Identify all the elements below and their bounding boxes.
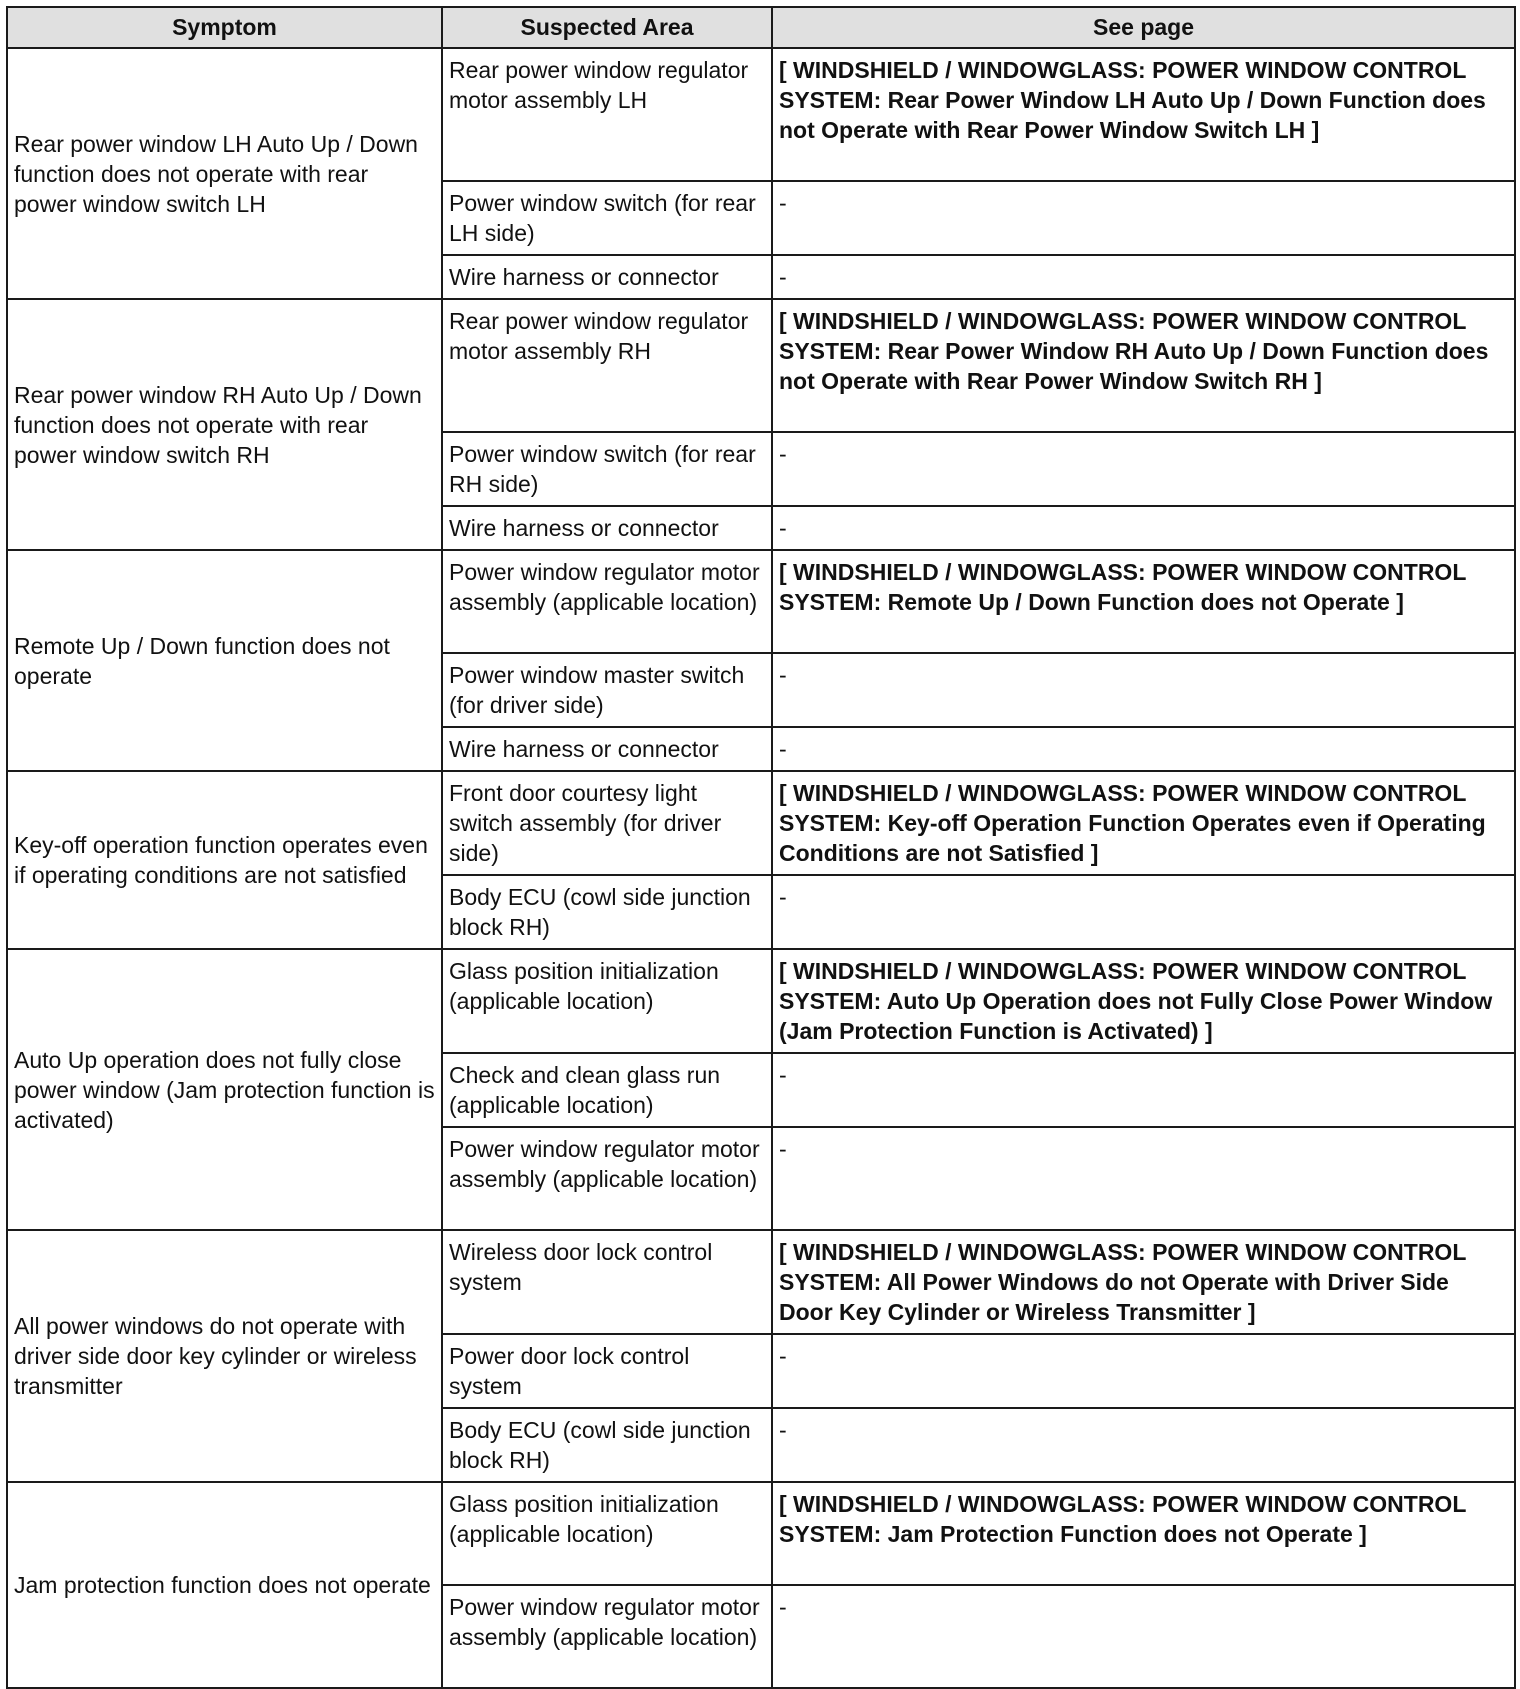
see-page-cell: - [772, 1053, 1515, 1127]
see-page-cell: - [772, 1334, 1515, 1408]
symptom-cell: Jam protection function does not operate [7, 1482, 442, 1688]
header-see-page: See page [772, 7, 1515, 48]
header-row [7, 7, 1515, 48]
suspected-area-cell: Glass position initialization (applicable location) [442, 1482, 772, 1585]
header-symptom: Symptom [7, 7, 442, 48]
see-page-cell: - [772, 1585, 1515, 1688]
symptom-table [6, 6, 1516, 1689]
see-page-cell: [ WINDSHIELD / WINDOWGLASS: POWER WINDOW CONTROL SYSTEM: Jam Protection Function does not Operate ] [772, 1482, 1515, 1585]
suspected-area-cell: Rear power window regulator motor assembly LH [442, 48, 772, 181]
suspected-area-cell: Power window regulator motor assembly (applicable location) [442, 550, 772, 653]
see-page-cell: [ WINDSHIELD / WINDOWGLASS: POWER WINDOW CONTROL SYSTEM: Remote Up / Down Function does not Operate ] [772, 550, 1515, 653]
see-page-cell: - [772, 432, 1515, 506]
table-row [7, 771, 1515, 875]
symptom-cell: Rear power window LH Auto Up / Down function does not operate with rear power window switch LH [7, 48, 442, 299]
see-page-cell: - [772, 255, 1515, 299]
see-page-cell: - [772, 1408, 1515, 1482]
see-page-cell: - [772, 875, 1515, 949]
table-row [7, 299, 1515, 432]
symptom-cell: Key-off operation function operates even if operating conditions are not satisfied [7, 771, 442, 949]
suspected-area-cell: Wireless door lock control system [442, 1230, 772, 1334]
symptom-cell: Auto Up operation does not fully close power window (Jam protection function is activated) [7, 949, 442, 1230]
suspected-area-cell: Power window regulator motor assembly (applicable location) [442, 1585, 772, 1688]
suspected-area-cell: Power window master switch (for driver side) [442, 653, 772, 727]
see-page-cell: [ WINDSHIELD / WINDOWGLASS: POWER WINDOW CONTROL SYSTEM: Key-off Operation Function Operates even if Operating Conditions are not Satisfied ] [772, 771, 1515, 875]
table-row [7, 1482, 1515, 1585]
suspected-area-cell: Body ECU (cowl side junction block RH) [442, 1408, 772, 1482]
symptom-cell: Remote Up / Down function does not operate [7, 550, 442, 771]
table-row [7, 949, 1515, 1053]
suspected-area-cell: Power door lock control system [442, 1334, 772, 1408]
suspected-area-cell: Glass position initialization (applicable location) [442, 949, 772, 1053]
table-row [7, 1230, 1515, 1334]
suspected-area-cell: Front door courtesy light switch assembly (for driver side) [442, 771, 772, 875]
see-page-cell: [ WINDSHIELD / WINDOWGLASS: POWER WINDOW CONTROL SYSTEM: All Power Windows do not Operate with Driver Side Door Key Cylinder or Wireless Transmitter ] [772, 1230, 1515, 1334]
header-suspected-area: Suspected Area [442, 7, 772, 48]
see-page-cell: - [772, 181, 1515, 255]
suspected-area-cell: Wire harness or connector [442, 255, 772, 299]
see-page-cell: - [772, 1127, 1515, 1230]
suspected-area-cell: Rear power window regulator motor assembly RH [442, 299, 772, 432]
suspected-area-cell: Body ECU (cowl side junction block RH) [442, 875, 772, 949]
see-page-cell: [ WINDSHIELD / WINDOWGLASS: POWER WINDOW CONTROL SYSTEM: Rear Power Window RH Auto Up / Down Function does not Operate with Rear Power Window Switch RH ] [772, 299, 1515, 432]
table-row [7, 550, 1515, 653]
symptom-cell: All power windows do not operate with driver side door key cylinder or wireless transmitter [7, 1230, 442, 1482]
see-page-cell: [ WINDSHIELD / WINDOWGLASS: POWER WINDOW CONTROL SYSTEM: Rear Power Window LH Auto Up / Down Function does not Operate with Rear Power Window Switch LH ] [772, 48, 1515, 181]
see-page-cell: - [772, 727, 1515, 771]
see-page-cell: [ WINDSHIELD / WINDOWGLASS: POWER WINDOW CONTROL SYSTEM: Auto Up Operation does not Fully Close Power Window (Jam Protection Function is Activated) ] [772, 949, 1515, 1053]
suspected-area-cell: Power window switch (for rear LH side) [442, 181, 772, 255]
suspected-area-cell: Wire harness or connector [442, 727, 772, 771]
suspected-area-cell: Power window switch (for rear RH side) [442, 432, 772, 506]
symptom-cell: Rear power window RH Auto Up / Down function does not operate with rear power window switch RH [7, 299, 442, 550]
suspected-area-cell: Power window regulator motor assembly (applicable location) [442, 1127, 772, 1230]
suspected-area-cell: Check and clean glass run (applicable location) [442, 1053, 772, 1127]
suspected-area-cell: Wire harness or connector [442, 506, 772, 550]
table-row [7, 48, 1515, 181]
see-page-cell: - [772, 506, 1515, 550]
see-page-cell: - [772, 653, 1515, 727]
